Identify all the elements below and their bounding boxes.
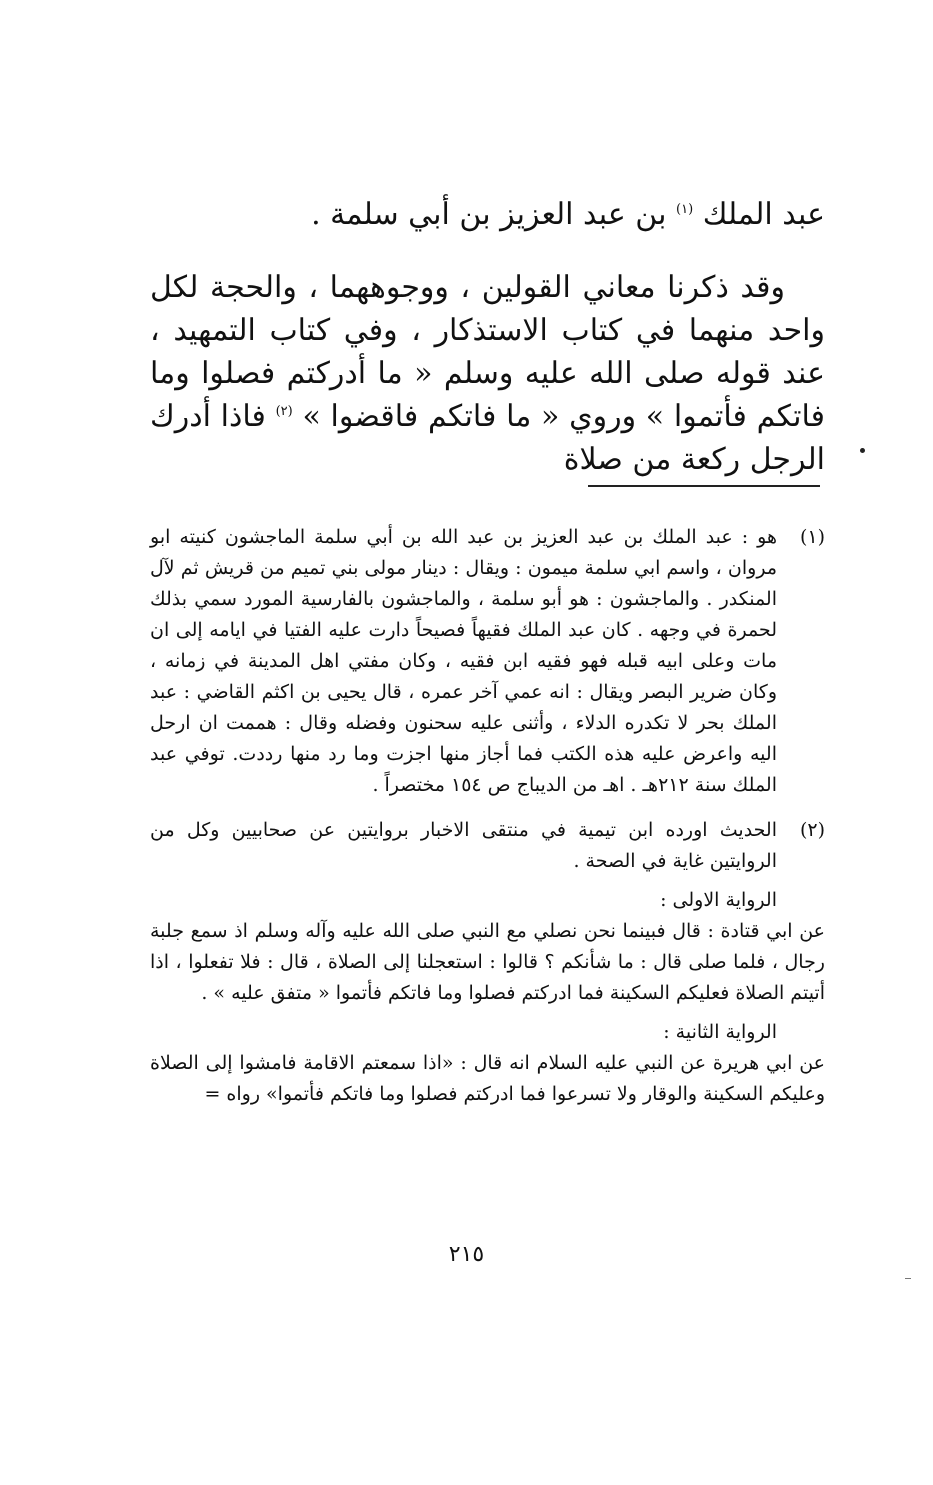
main-paragraph-start: وقد ذكرنا معاني القولين ، ووجوههما ، والحجة لكل واحد منهما في كتاب الاستذكار ، وفي كتاب التمهيد ، عند قوله صلى الله عليه وسلم « ما أدركتم فصلوا وما فاتكم فأتموا » وروي « ما فاتكم فاقضوا » xyxy=(150,270,825,434)
page-number: ٢١٥ xyxy=(448,1242,485,1267)
footnote-2-number: (٢) xyxy=(799,819,825,841)
footnote-2 xyxy=(150,815,825,1110)
footnote-ref-1: (١) xyxy=(676,202,694,217)
footnote-ref-2: (٢) xyxy=(275,404,293,419)
footnotes xyxy=(150,522,825,1124)
margin-dot xyxy=(860,448,865,453)
main-text-first-line xyxy=(150,190,825,240)
main-line1-start: عبد الملك xyxy=(702,197,825,232)
narration-1-text: عن ابي قتادة : قال فبينما نحن نصلي مع النبي صلى الله عليه وآله وسلم اذ سمع جلبة رجال ، فلما صلى قال : ما شأنكم ؟ قالوا : استعجلنا إلى الصلاة ، قال : فلا تفعلوا ، اذا أتيتم الصلاة فعليكم السكينة فما ادركتم فصلوا وما فاتكم فأتموا « متفق عليه » . xyxy=(150,920,825,1004)
narration-2-label: الرواية الثانية : xyxy=(663,1021,777,1043)
narration-1-label: الرواية الاولى : xyxy=(660,889,777,911)
main-paragraph-end: فاذا أدرك الرجل ركعة من صلاة xyxy=(150,399,825,477)
main-paragraph xyxy=(150,266,825,481)
footnote-1-text: هو : عبد الملك بن عبد العزيز بن عبد الله بن أبي سلمة الماجشون كنيته ابو مروان ، واسم ابي سلمة ميمون : ويقال : دينار مولى بني تميم من قريش ثم لآل المنكدر . والماجشون : هو أبو سلمة ، والماجشون بالفارسية المورد سمي بذلك لحمرة في وجهه . كان عبد الملك فقيهاً فصيحاً دارت عليه الفتيا في ايامه إلى ان مات وعلى ابيه قبله فهو فقيه ابن فقيه ، وكان مفتي اهل المدينة في زمانه ، وكان ضرير البصر ويقال : انه عمي آخر عمره ، قال يحيى بن اكثم القاضي : عبد الملك بحر لا تكدره الدلاء ، وأثنى عليه سحنون وفضله وقال : هممت ان ارحل اليه واعرض عليه هذه الكتب فما أجاز منها اجزت وما رد منها رددت. توفي عبد الملك سنة ٢١٢هـ . اهـ من الديباج ص ١٥٤ مختصراً . xyxy=(150,526,777,796)
footnote-separator xyxy=(588,485,820,487)
narration-2-text: عن ابي هريرة عن النبي عليه السلام انه قال : «اذا سمعتم الاقامة فامشوا إلى الصلاة وعليكم السكينة والوقار ولا تسرعوا فما ادركتم فصلوا وما فاتكم فأتموا» رواه = xyxy=(150,1052,825,1105)
scan-mark xyxy=(905,1278,911,1279)
footnote-1-number: (١) xyxy=(799,526,825,548)
footnote-2-text: الحديث اورده ابن تيمية في منتقى الاخبار بروايتين عن صحابيين وكل من الروايتين غاية في الصحة . xyxy=(150,819,777,872)
main-line1-end: بن عبد العزيز بن أبي سلمة . xyxy=(311,197,667,232)
footnote-1 xyxy=(150,522,825,801)
